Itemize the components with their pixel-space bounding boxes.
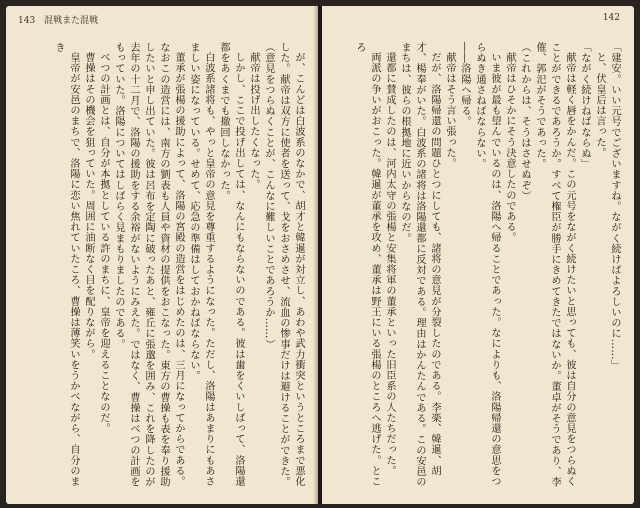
- paragraph: 両派の争いがおこった。韓暹が董承を攻め、董承は野王にいる張楊のところへ逃げた。ところ: [354, 42, 380, 487]
- right-page: [322, 6, 634, 504]
- right-page-text: [332, 42, 622, 490]
- paragraph: しかし、ここで投げ出しては、なんにもならないのである。彼は歯をくいしばって、洛陽還都をあくまでも撤回しなかった。: [218, 42, 244, 487]
- right-page-header: [603, 13, 620, 23]
- paragraph: 還都に賛成したのは、河内太守の張楊と安集将軍の董承といった旧臣系の人たちだった。: [384, 52, 395, 477]
- paragraph: べつの計画とは、自分が本拠としている許のまちに、皇帝を迎えることなのだ。: [98, 52, 109, 434]
- left-page-number: 143: [18, 16, 36, 26]
- paragraph: 「ながく続けねばならぬ」: [579, 42, 590, 170]
- paragraph: 「建安。いい元号でございますね。ながく続けばよろしいのに……」: [609, 42, 620, 371]
- paragraph: 白波系諸将も、やっと皇帝の意見を尊重するようになった。ただし、洛陽はあまりにもあさましい姿になっている。せめて、応急の準備はしておかねばならない。: [188, 42, 214, 487]
- paragraph: だが、洛陽帰還の問題ひとつにしても、諸将の意見が分裂したのである。李楽、韓暹、胡才、楊奉がいた。白波系の諸将は洛陽還都に反対である。理由はかんたんである。この安邑のまちは、彼らの根拠地に近いからなのだ。: [399, 42, 440, 488]
- left-page-text: [16, 42, 306, 490]
- paragraph: が、こんどは白波系のなかで、胡才と韓暹が対立し、あわや武力衝突というところまで悪化した。献帝は双方に使者を送って、戈をおさめさせ、流血の惨事だけは避けることができた。: [278, 42, 304, 488]
- running-head: 混戦また混戦: [44, 16, 99, 26]
- paragraph: （意見をつらぬくことが、こんなに難しいことであろうか……）: [263, 42, 274, 350]
- left-page-header: [18, 13, 98, 26]
- paragraph: 献帝は投げ出したくなった。: [248, 52, 259, 190]
- paragraph: ――洛陽へ帰る。: [459, 42, 470, 127]
- paragraph: いま彼が最も望んでいるのは、洛陽へ帰ることであった。なによりも、洛陽帰還の意思をつらぬき通さねばならない。: [474, 42, 500, 487]
- paragraph: 董承が張楊の援助によって、洛陽の宮殿の造営をはじめたのは、三月になってからである。なおこの造営には、南方の劉表も人員や資材の提供をおこなった。東方の曹操も表を奉り援助したいと申し出ていた。彼は呂布を定陶に破ったあと、雍丘に張邈を囲み、これを降したのが去年の十二月で、洛陽の援助をする余裕がないようにみえた。ではなく、曹操はべつの計画をもっていた。洛陽についてはしばらく見まもりましたのである。: [113, 42, 184, 488]
- paragraph: と、伏皇后は言った。: [594, 52, 605, 159]
- paragraph: 曹操はその機会を狙っていた。周囲に油断なく目を配りながら。: [83, 52, 94, 360]
- paragraph: 献帝はそう言い張った。: [444, 52, 455, 169]
- right-page-number: 142: [602, 13, 620, 23]
- paragraph: 皇帝が安邑のまちで、洛陽に恋い焦れていたころ、曹操は薄笑いをうかべながら、自分のまき: [53, 42, 79, 487]
- left-page: [6, 6, 318, 504]
- paragraph: （これからは、そうはさせぬぞ）: [519, 42, 530, 201]
- paragraph: 献帝は軽く唇をかんだ。この元号をながく続けたいと思っても、彼は自分の意見をつらぬくことができるであろうか。すべて権臣が勝手にきめてきたではないか。董卓がそうであり、李傕、郭汜がそうであった。: [534, 42, 575, 488]
- paragraph: 献帝はひそかにそう決意したのである。: [504, 52, 515, 243]
